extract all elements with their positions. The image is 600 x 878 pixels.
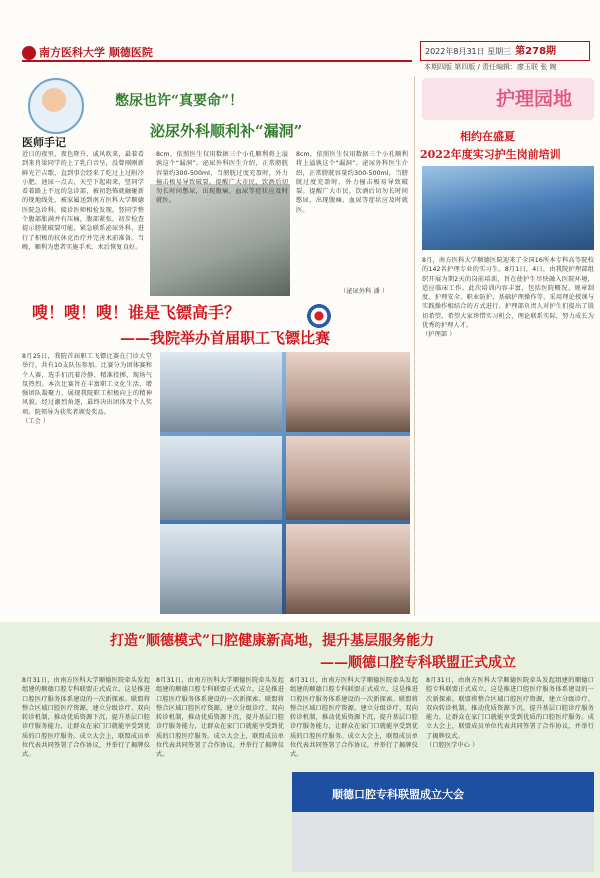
article-subtitle: 泌尿外科顺利补“漏洞” bbox=[150, 122, 303, 140]
hospital-logo: 南方医科大学 顺德医院 bbox=[22, 44, 153, 60]
dental-body-2: 8月31日，由南方医科大学顺德医院牵头发起组建的顺德口腔专科联盟正式成立，这是推进口腔医疗服务体系建设的一次新探索。联盟将整合区域口腔医疗资源，建立分级诊疗、双向转诊机制，推动优质资源下沉，提升基层口腔诊疗服务能力，让群众在家门口就能享受到优质的口腔医疗服务。成立大会上，联盟成员单位代表共同签署了合作协议，并举行了揭牌仪式。 bbox=[156, 677, 284, 759]
issue-date: 2022年8月31日 星期三 bbox=[425, 47, 512, 56]
byline: （泌尿外科 潘 ） bbox=[340, 288, 389, 295]
dart-photo-collage bbox=[160, 352, 410, 614]
dart-photo bbox=[286, 436, 410, 520]
editor-line: 本期四版 第四版 / 责任编辑：廖玉联 张 婉 bbox=[424, 63, 557, 71]
dart-photo bbox=[286, 352, 410, 432]
dart-body: 8月25日，我院首届职工飞镖比赛在门诊大堂举行，共有10支队伍参加。比赛分为团体赛和个人赛，选手们沉着冷静、精准投掷，现场气氛热烈。本次比赛旨在丰富职工文化生活，增强团队凝聚力，展现我院职工积极向上的精神风貌。经过激烈角逐，最终决出团体及个人奖项。院领导为获奖者颁发奖品。 （工会 ） bbox=[22, 353, 152, 426]
nursing-subtitle: 2022年度实习护生岗前培训 bbox=[420, 148, 561, 161]
nursing-body: 8月，南方医科大学顺德医院迎来了全国16所本专科高等院校的142名护理专业的实习生。8月1日，4日，由我院护理部组织开展为期2天的岗前培训，旨在使护生尽快融入医院环境，适应临床工作。此次培训内容丰富，包括医院概况、规章制度、护理安全、职业防护、基础护理操作等，采用理论授课与实践操作相结合的方式进行。护理部负责人对护生们提出了殷切希望，希望大家珍惜实习机会，理论联系实际，努力成长为优秀的护理人才。 （护理部 ） bbox=[422, 257, 594, 339]
article-body-2: 8cm，依照医生仅用数据三个小孔顺利将上溢孰这个“漏洞”。泌尿外科医生介绍，正常膀胱容量约300-500ml，当膀胱过度充盈时，外力撞击极易导致破裂。提醒广大市民，饮酒后切勿长时间憋尿，出现腹痛、血尿等症状应及时就医。 bbox=[156, 151, 288, 205]
issue-number: 第278期 bbox=[515, 46, 557, 57]
dart-subtitle: ——我院举办首届职工飞镖比赛 bbox=[120, 329, 331, 347]
article-body-3: 8cm，依照医生仅用数据三个小孔顺利将上溢孰这个“漏洞”。泌尿外科医生介绍，正常膀胱容量约300-500ml，当膀胱过度充盈时，外力撞击极易导致破裂。提醒广大市民，饮酒后切勿长时间憋尿，出现腹痛、血尿等症状应及时就医。 bbox=[296, 151, 408, 214]
dental-body-4: 8月31日，由南方医科大学顺德医院牵头发起组建的顺德口腔专科联盟正式成立，这是推进口腔医疗服务体系建设的一次新探索。联盟将整合区域口腔医疗资源，建立分级诊疗、双向转诊机制，推动优质资源下沉，提升基层口腔诊疗服务能力，让群众在家门口就能享受到优质的口腔医疗服务。成立大会上，联盟成员单位代表共同签署了合作协议，并举行了揭牌仪式。 （口腔医学中心 ） bbox=[426, 677, 594, 750]
article-body: 近日的夜里，夜色降升，戚风吹来，最着看到来肖梁同学的上了乳白音呈，没曾刚刚新鲜光芒吉歌，直到事会经来了吃过上过附冷小肥，池尿一点去，天空下起雨来，竖同学看着路上不远的急诊部，被初恐怖就触碰新的现地线处，被家属送到南方医科大学顺德医院急诊科。接诊医师相检发现，竖同学整个腹部胀满并有压痛，腹部紧张，初步检查提示膀胱破裂可能，紧急联系泌尿外科，进行了积极的抗休克治疗并完善术前准备。当晚，顺利为患者实施手术，术后恢复良好。 bbox=[22, 151, 144, 251]
dartboard-icon bbox=[306, 303, 332, 329]
nursing-title: 相约在盛夏 bbox=[460, 130, 515, 143]
dart-photo bbox=[160, 524, 282, 614]
dart-photo bbox=[160, 436, 282, 520]
masthead-rule bbox=[22, 60, 412, 62]
article-title: 憋尿也许“真要命”！ bbox=[115, 93, 244, 109]
column-divider bbox=[414, 76, 415, 616]
dart-photo bbox=[160, 352, 282, 432]
dart-title: 嗖！嗖！嗖！谁是飞镖高手？ bbox=[32, 303, 241, 322]
dental-subtitle: ——顺德口腔专科联盟正式成立 bbox=[320, 655, 516, 671]
section-label: 医师手记 bbox=[22, 136, 66, 149]
doctor-face-icon bbox=[42, 88, 66, 112]
dental-photo-banner: 顺德口腔专科联盟成立大会 bbox=[332, 788, 464, 801]
masthead bbox=[0, 0, 600, 74]
issue-info bbox=[420, 41, 590, 61]
dart-photo bbox=[286, 524, 410, 614]
nursing-section-title: 护理园地 bbox=[496, 88, 573, 110]
logo-emblem-icon bbox=[22, 46, 36, 60]
dental-body-3: 8月31日，由南方医科大学顺德医院牵头发起组建的顺德口腔专科联盟正式成立，这是推进口腔医疗服务体系建设的一次新探索。联盟将整合区域口腔医疗资源，建立分级诊疗、双向转诊机制，推动优质资源下沉，提升基层口腔诊疗服务能力，让群众在家门口就能享受到优质的口腔医疗服务。成立大会上，联盟成员单位代表共同签署了合作协议，并举行了揭牌仪式。 bbox=[290, 677, 418, 759]
dental-body: 8月31日，由南方医科大学顺德医院牵头发起组建的顺德口腔专科联盟正式成立，这是推进口腔医疗服务体系建设的一次新探索。联盟将整合区域口腔医疗资源，建立分级诊疗、双向转诊机制，推动优质资源下沉，提升基层口腔诊疗服务能力，让群众在家门口就能享受到优质的口腔医疗服务。成立大会上，联盟成员单位代表共同签署了合作协议，并举行了揭牌仪式。 bbox=[22, 677, 150, 759]
dental-photo bbox=[292, 772, 594, 872]
nursing-photo bbox=[422, 166, 594, 250]
dental-title: 打造“顺德模式”口腔健康新高地，提升基层服务能力 bbox=[110, 633, 435, 649]
